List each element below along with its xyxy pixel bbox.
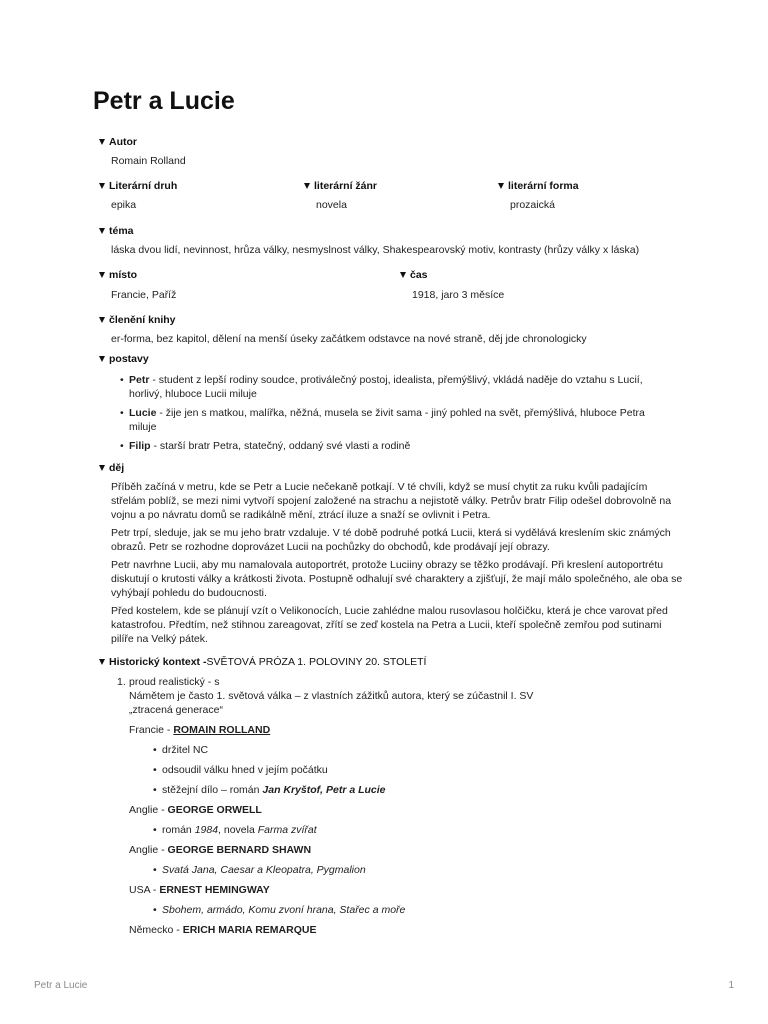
triangle-down-icon <box>498 183 504 189</box>
kontext-line: Námětem je často 1. světová válka – z vlastních zážitků autora, který se zúčastnil I. SV <box>129 690 534 702</box>
country-label: Anglie - <box>129 804 168 816</box>
author-bullet-list <box>93 903 683 917</box>
kontext-line: proud realistický - s <box>129 676 220 688</box>
section-tema <box>93 224 683 257</box>
toggle-postavy[interactable] <box>93 352 673 366</box>
zanr-value: novela <box>316 199 347 211</box>
toggle-cas[interactable] <box>394 268 683 282</box>
triangle-down-icon <box>99 272 105 278</box>
numbered-item <box>93 675 683 717</box>
country-label: USA - <box>129 884 160 896</box>
toggle-misto[interactable] <box>93 268 393 282</box>
triangle-down-icon <box>99 183 105 189</box>
toggle-kontext[interactable] <box>93 655 683 669</box>
triangle-down-icon <box>99 139 105 145</box>
list-item <box>162 783 683 797</box>
page-number: 1 <box>728 980 734 991</box>
list-item: • držitel NC <box>162 743 683 757</box>
character-desc: - student z lepší rodiny soudce, protiválečný postoj, idealista, přemýšlivý, vkládá naděje do vztahu s Lucií, horlivý, hluboce Lucii miluje <box>129 374 643 400</box>
country-label: Anglie - <box>129 844 168 856</box>
character-name: Filip <box>129 440 151 452</box>
work-title: 1984 <box>194 824 219 836</box>
author-entry-anglie-shaw <box>93 843 683 857</box>
list-item-text: román <box>162 824 195 836</box>
author-entry-nemecko <box>93 923 683 937</box>
section-cas <box>394 268 683 302</box>
author-bullet-list <box>93 863 683 877</box>
plot-paragraph: Příběh začíná v metru, kde se Petr a Lucie nečekaně potkají. V té chvíli, když se musí chytit za ruku kvůli padajícím střelám poblíž, se mezi nimi vytvoří spojení založené na strachu a nejistotě války. Petrův bratr Filip odešel dobrovolně na vojnu a po návratu domů se radikálně mění, ztrácí iluze a snaží se ovlivnit i Petra. <box>111 481 672 521</box>
plot-paragraph: Před kostelem, kde se plánují vzít o Velikonocích, Lucie zahlédne malou rusovlasou holčičku, která je chce varovat před katastrofou. Předtím, než stihnou zareagovat, zřítí se zeď kostela na Petra a Lucii, kteří společně zemřou pod sutinami pilíře na Velký pátek. <box>111 605 668 645</box>
character-list <box>93 373 673 453</box>
footer-title: Petr a Lucie <box>34 980 88 991</box>
author-entry-anglie-orwell <box>93 803 683 817</box>
list-item-text: , novela <box>218 824 258 836</box>
section-dej <box>93 461 683 650</box>
cas-value: 1918, jaro 3 měsíce <box>412 289 505 301</box>
list-item <box>162 863 683 877</box>
list-item <box>162 903 683 917</box>
work-title: Jan Kryštof, Petr a Lucie <box>262 784 386 796</box>
list-item <box>162 823 683 837</box>
page-title: Petr a Lucie <box>93 87 235 115</box>
triangle-down-icon <box>99 465 105 471</box>
author-entry-usa <box>93 883 683 897</box>
country-label: Německo - <box>129 924 183 936</box>
druh-label: Literární druh <box>109 180 178 192</box>
character-name: Lucie <box>129 407 157 419</box>
dej-label: děj <box>109 462 125 474</box>
toggle-cleneni[interactable] <box>93 313 683 327</box>
author-name: ERICH MARIA REMARQUE <box>182 924 317 936</box>
toggle-forma[interactable] <box>492 179 682 193</box>
character-item <box>129 439 673 453</box>
misto-value: Francie, Paříž <box>111 289 177 301</box>
section-forma <box>492 179 682 212</box>
plot-paragraph: Petr trpí, sleduje, jak se mu jeho bratr vzdaluje. V té době podruhé potká Lucii, která si vydělává kreslením skic známých obrazů. Petr se rozhodne doprovázet Lucii na pochůzky do obchodů, kde prodávají její obrazy. <box>111 527 671 553</box>
character-item <box>129 373 673 401</box>
triangle-down-icon <box>400 272 406 278</box>
druh-value: epika <box>111 199 137 211</box>
toggle-druh[interactable] <box>93 179 293 193</box>
author-bullet-list <box>93 743 683 797</box>
toggle-autor[interactable] <box>93 135 683 149</box>
author-entry-francie <box>93 723 683 737</box>
toggle-zanr[interactable] <box>298 179 488 193</box>
cas-label: čas <box>410 269 428 281</box>
country-label: Francie - <box>129 724 174 736</box>
author-bullet-list <box>93 823 683 837</box>
cleneni-label: členění knihy <box>109 314 176 326</box>
section-postavy <box>93 352 673 458</box>
triangle-down-icon <box>99 356 105 362</box>
section-misto <box>93 268 393 302</box>
kontext-line: „ztracená generace“ <box>129 704 223 716</box>
postavy-label: postavy <box>109 353 149 365</box>
kontext-heading: SVĚTOVÁ PRÓZA 1. POLOVINY 20. STOLETÍ <box>206 656 427 668</box>
list-item-text: stěžejní dílo – román <box>162 784 263 796</box>
section-zanr <box>298 179 488 212</box>
section-kontext <box>93 655 683 943</box>
misto-label: místo <box>109 269 138 281</box>
tema-label: téma <box>109 225 134 237</box>
item-number: 1. <box>117 676 126 688</box>
zanr-label: literární žánr <box>314 180 378 192</box>
forma-value: prozaická <box>510 199 555 211</box>
tema-value: láska dvou lidí, nevinnost, hrůza války, nesmyslnost války, Shakespearovský motiv, kontrasty (hrůzy války x láska) <box>111 244 640 256</box>
triangle-down-icon <box>99 228 105 234</box>
autor-label: Autor <box>109 136 137 148</box>
section-druh <box>93 179 293 212</box>
toggle-tema[interactable] <box>93 224 683 238</box>
kontext-label: Historický kontext - <box>109 656 207 668</box>
triangle-down-icon <box>99 317 105 323</box>
plot-paragraph: Petr navrhne Lucii, aby mu namalovala autoportrét, protože Luciiny obrazy se těžko prodávají. Při kreslení autoportrétu diskutují o krutosti války a krátkosti života. Postupně odhalují své charaktery a zjišťují, že mají málo společného, ale oba se vyhýbají pohledu do budoucnosti. <box>111 559 683 599</box>
character-desc: - starší bratr Petra, statečný, oddaný své vlasti a rodině <box>150 440 411 452</box>
toggle-dej[interactable] <box>93 461 683 475</box>
triangle-down-icon <box>304 183 310 189</box>
character-desc: - žije jen s matkou, malířka, něžná, musela se živit sama - jiný pohled na svět, přemýšlivá, hluboce Petra miluje <box>129 407 645 433</box>
author-name: GEORGE BERNARD SHAWN <box>167 844 312 856</box>
section-autor <box>93 135 683 168</box>
work-title: Farma zvířat <box>257 824 317 836</box>
triangle-down-icon <box>99 659 105 665</box>
work-title: Sbohem, armádo, Komu zvoní hrana, Stařec a moře <box>162 904 406 916</box>
autor-value: Romain Rolland <box>111 155 186 167</box>
work-title: Svatá Jana, Caesar a Kleopatra, Pygmalion <box>162 864 366 876</box>
forma-label: literární forma <box>508 180 579 192</box>
author-link[interactable]: ROMAIN ROLLAND <box>173 724 271 736</box>
author-name: ERNEST HEMINGWAY <box>159 884 270 896</box>
character-name: Petr <box>129 374 150 386</box>
cleneni-value: er-forma, bez kapitol, dělení na menší úseky začátkem odstavce na nové straně, děj jde chronologicky <box>111 333 587 345</box>
character-item <box>129 406 673 434</box>
section-cleneni <box>93 313 683 346</box>
list-item: • odsoudil válku hned v jejím počátku <box>162 763 683 777</box>
author-name: GEORGE ORWELL <box>167 804 262 816</box>
